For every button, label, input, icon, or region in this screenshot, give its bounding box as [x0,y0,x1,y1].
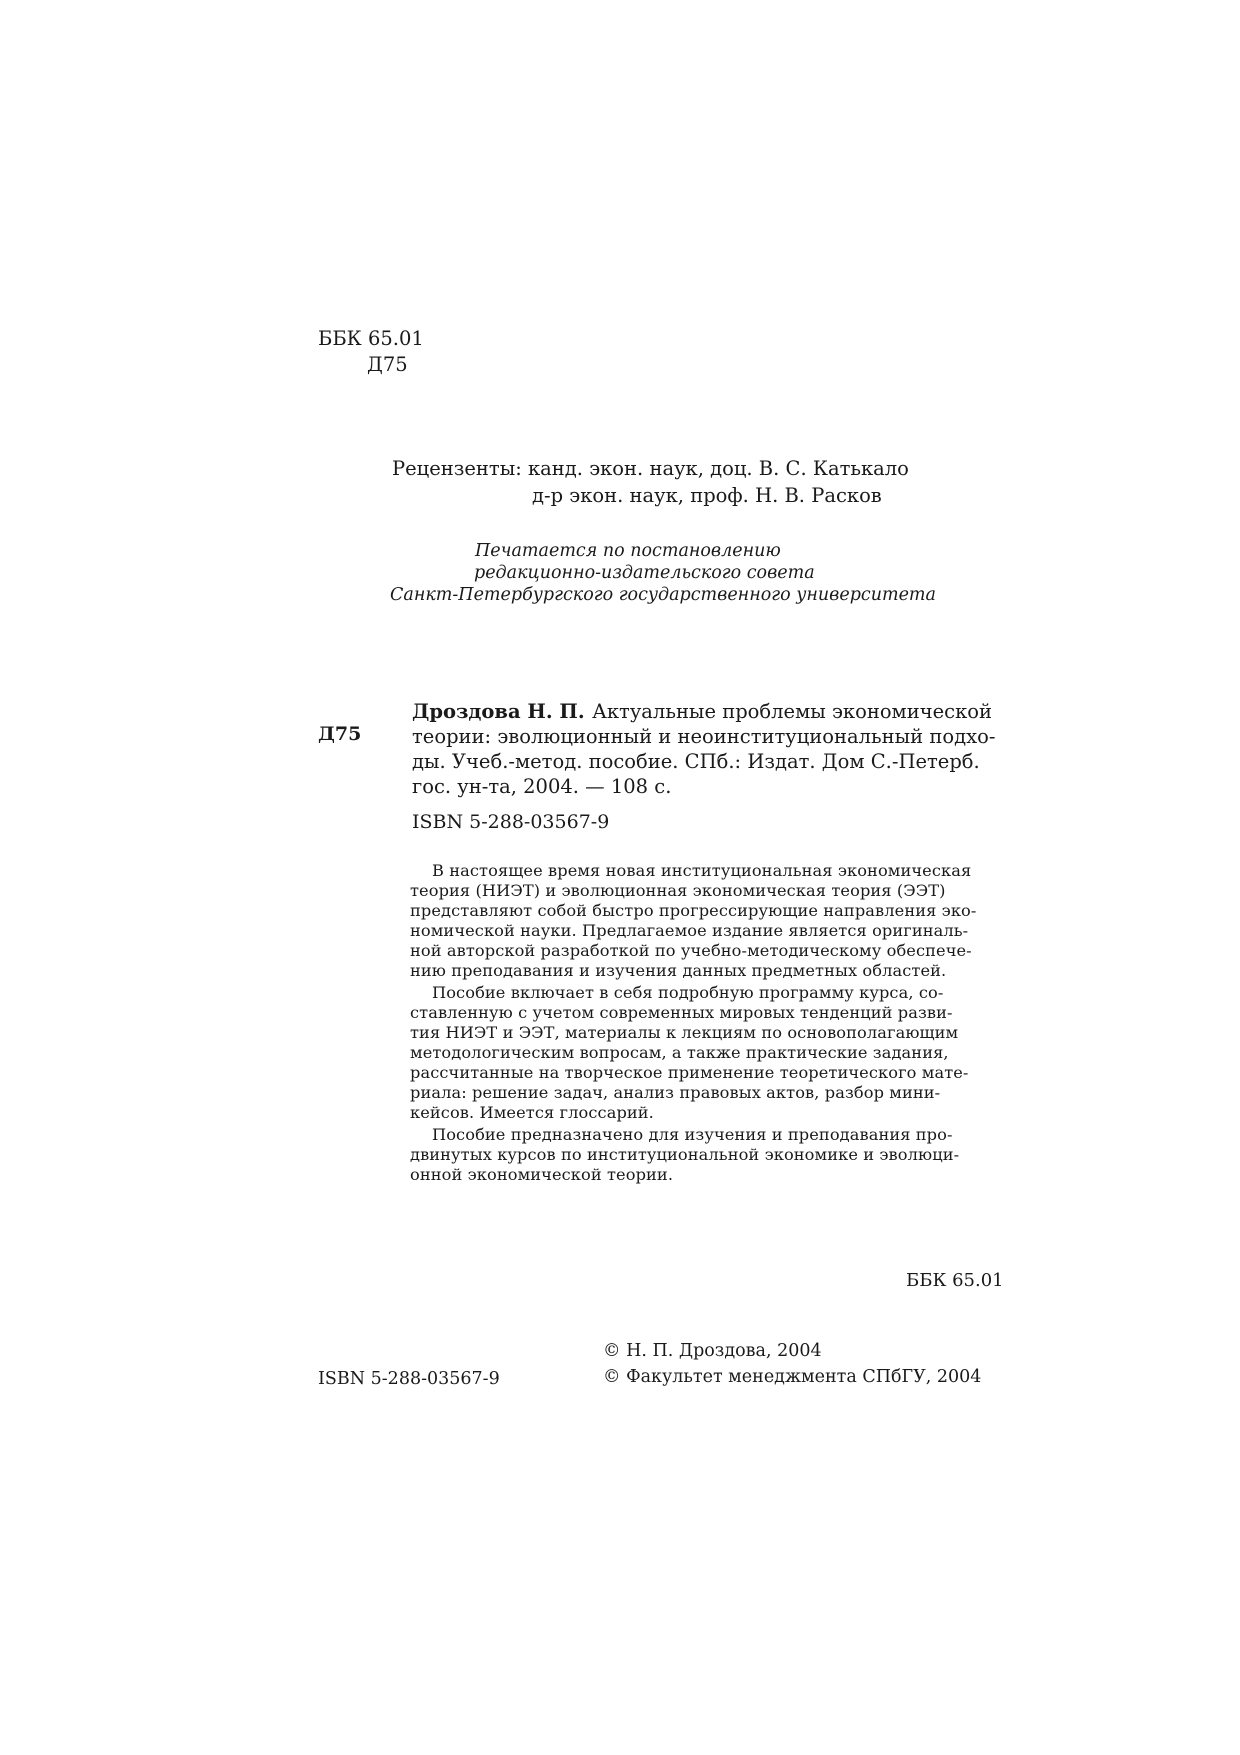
abstract-line: В настоящее время новая институциональная экономическая [432,861,972,880]
abstract-line: Пособие включает в себя подробную программу курса, со- [432,983,944,1002]
abstract-line: кейсов. Имеется глоссарий. [410,1103,654,1122]
abstract-line: представляют собой быстро прогрессирующие направления эко- [410,901,977,920]
bbk-code-top: ББК 65.01 [318,327,424,350]
abstract-line: риала: решение задач, анализ правовых актов, разбор мини- [410,1083,941,1102]
abstract-line: ставленную с учетом современных мировых тенденций разви- [410,1003,953,1022]
bbk-code-bottom: ББК 65.01 [906,1270,1004,1291]
isbn-bottom: ISBN 5-288-03567-9 [318,1369,500,1389]
abstract-line: теория (НИЭТ) и эволюционная экономическая теория (ЭЭТ) [410,881,946,900]
author-mark-top: Д75 [367,353,408,376]
title-start: Актуальные проблемы экономической [592,700,992,723]
abstract-line: нию преподавания и изучения данных предметных областей. [410,961,947,980]
abstract-line: двинутых курсов по институциональной экономике и эволюци- [410,1145,960,1164]
biblio-text-3: ды. Учеб.-метод. пособие. СПб.: Издат. Дом С.-Петерб. [412,750,980,773]
abstract-line: рассчитанные на творческое применение теоретического мате- [410,1063,969,1082]
abstract-line: ной авторской разработкой по учебно-методическому обеспече- [410,941,972,960]
copyright-author: © Н. П. Дроздова, 2004 [603,1341,822,1361]
abstract-line: тия НИЭТ и ЭЭТ, материалы к лекциям по основополагающим [410,1023,959,1042]
reviewers-line-1: Рецензенты: канд. экон. наук, доц. В. С. Катькало [392,457,909,480]
biblio-text-2: теории: эволюционный и неоинституциональный подхо- [412,725,996,748]
biblio-line-1 [412,700,992,723]
isbn-main: ISBN 5-288-03567-9 [412,811,610,833]
abstract-line: номической науки. Предлагаемое издание является оригиналь- [410,921,969,940]
biblio-line-2 [412,725,996,748]
biblio-line-3 [412,750,992,773]
biblio-line-4: гос. ун-та, 2004. — 108 с. [412,775,672,798]
abstract-line: Пособие предназначено для изучения и преподавания про- [432,1125,953,1144]
imprint-line-3: Санкт-Петербургского государственного университета [390,585,936,605]
abstract-line: методологическим вопросам, а также практические задания, [410,1043,949,1062]
imprint-line-2: редакционно-издательского совета [474,563,815,583]
reviewers-line-2: д-р экон. наук, проф. Н. В. Расков [532,484,882,507]
imprint-line-1: Печатается по постановлению [475,541,781,561]
catalog-author-mark: Д75 [318,723,362,745]
abstract-line: онной экономической теории. [410,1165,674,1184]
copyright-faculty: © Факультет менеджмента СПбГУ, 2004 [603,1367,982,1387]
author-name: Дроздова Н. П. [412,700,585,723]
